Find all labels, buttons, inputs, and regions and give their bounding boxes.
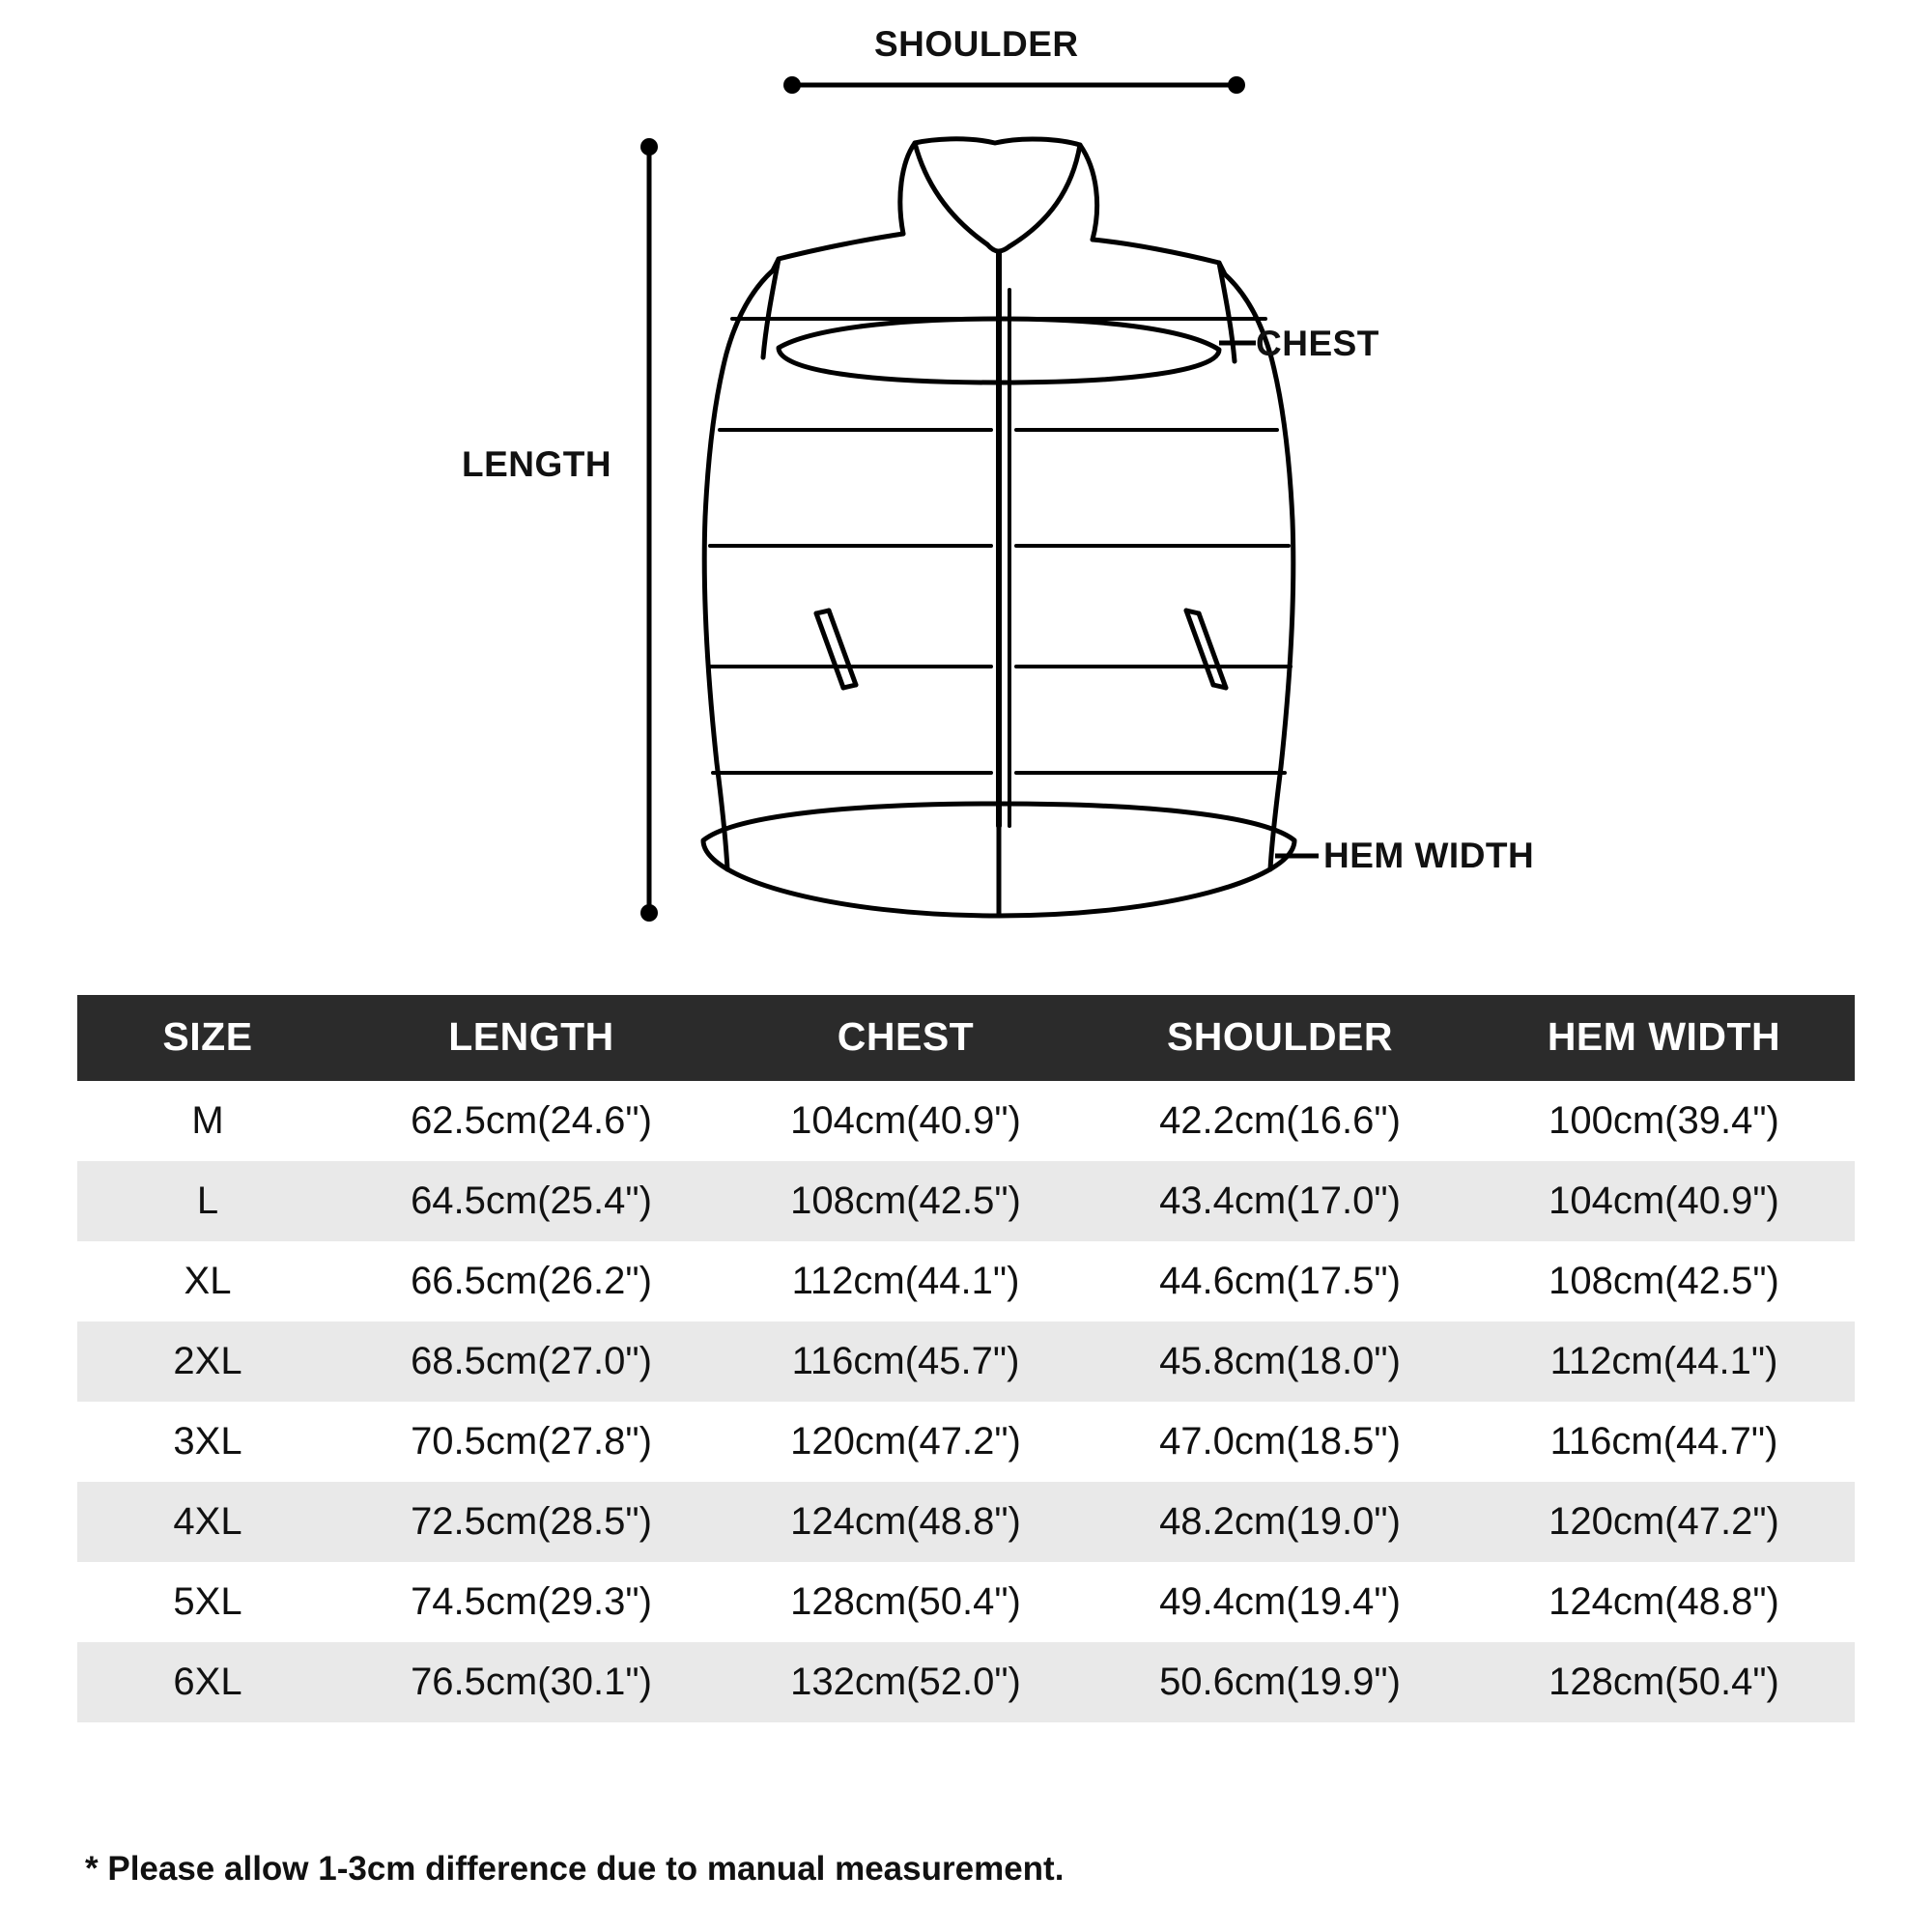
label-length: LENGTH: [462, 444, 612, 484]
cell-hem-width: 108cm(42.5"): [1548, 1260, 1779, 1302]
length-measure-arrow: [640, 138, 658, 922]
cell-hem-width: 124cm(48.8"): [1548, 1580, 1779, 1623]
cell-chest: 128cm(50.4"): [790, 1580, 1021, 1623]
header-cell-size: SIZE: [77, 995, 338, 1081]
cell-length: 76.5cm(30.1"): [411, 1661, 652, 1703]
table-row: [77, 1562, 1855, 1642]
header-cell-shoulder: SHOULDER: [1087, 995, 1473, 1081]
header-row: [77, 995, 1855, 1081]
cell-length: 62.5cm(24.6"): [411, 1099, 652, 1142]
cell-size: 2XL: [173, 1340, 242, 1382]
cell-hem-width: 128cm(50.4"): [1548, 1661, 1779, 1703]
cell-chest: 112cm(44.1"): [791, 1260, 1020, 1302]
cell-chest: 132cm(52.0"): [790, 1661, 1021, 1703]
cell-shoulder: 48.2cm(19.0"): [1159, 1500, 1401, 1543]
label-hem-width: HEM WIDTH: [1323, 836, 1535, 875]
measurement-note: * Please allow 1-3cm difference due to manual measurement.: [85, 1850, 1065, 1888]
cell-length: 74.5cm(29.3"): [411, 1580, 652, 1623]
table-header: [77, 995, 1855, 1081]
label-chest: CHEST: [1256, 324, 1379, 363]
size-table-wrapper: [77, 995, 1855, 1722]
cell-size: 6XL: [173, 1661, 242, 1703]
header-cell-hem-width: HEM WIDTH: [1473, 995, 1855, 1081]
table-row: [77, 1402, 1855, 1482]
cell-hem-width: 120cm(47.2"): [1548, 1500, 1779, 1543]
label-shoulder: SHOULDER: [874, 24, 1079, 64]
cell-shoulder: 47.0cm(18.5"): [1159, 1420, 1401, 1463]
cell-hem-width: 100cm(39.4"): [1548, 1099, 1779, 1142]
shoulder-measure-arrow: [783, 76, 1245, 94]
cell-shoulder: 44.6cm(17.5"): [1159, 1260, 1401, 1302]
cell-size: 4XL: [173, 1500, 242, 1543]
table-body: [77, 1081, 1855, 1722]
cell-hem-width: 116cm(44.7"): [1549, 1420, 1778, 1463]
header-cell-length: LENGTH: [338, 995, 724, 1081]
cell-hem-width: 112cm(44.1"): [1549, 1340, 1778, 1382]
cell-size: M: [191, 1099, 224, 1142]
cell-length: 72.5cm(28.5"): [411, 1500, 652, 1543]
cell-size: 3XL: [173, 1420, 242, 1463]
cell-length: 66.5cm(26.2"): [411, 1260, 652, 1302]
cell-chest: 120cm(47.2"): [790, 1420, 1021, 1463]
cell-shoulder: 42.2cm(16.6"): [1159, 1099, 1401, 1142]
cell-chest: 104cm(40.9"): [790, 1099, 1021, 1142]
cell-size: XL: [184, 1260, 232, 1302]
table-row: [77, 1081, 1855, 1161]
cell-shoulder: 50.6cm(19.9"): [1159, 1661, 1401, 1703]
cell-shoulder: 45.8cm(18.0"): [1159, 1340, 1401, 1382]
table-row: [77, 1482, 1855, 1562]
table-row: [77, 1161, 1855, 1241]
table-row: [77, 1642, 1855, 1722]
cell-shoulder: 43.4cm(17.0"): [1159, 1179, 1401, 1222]
cell-size: 5XL: [173, 1580, 242, 1623]
size-table: [77, 995, 1855, 1722]
cell-hem-width: 104cm(40.9"): [1548, 1179, 1779, 1222]
cell-length: 64.5cm(25.4"): [411, 1179, 652, 1222]
table-row: [77, 1241, 1855, 1321]
cell-shoulder: 49.4cm(19.4"): [1159, 1580, 1401, 1623]
table-row: [77, 1321, 1855, 1402]
cell-size: L: [196, 1179, 219, 1222]
cell-length: 68.5cm(27.0"): [411, 1340, 652, 1382]
cell-chest: 108cm(42.5"): [790, 1179, 1021, 1222]
cell-length: 70.5cm(27.8"): [411, 1420, 652, 1463]
cell-chest: 124cm(48.8"): [790, 1500, 1021, 1543]
cell-chest: 116cm(45.7"): [791, 1340, 1020, 1382]
header-cell-chest: CHEST: [724, 995, 1087, 1081]
